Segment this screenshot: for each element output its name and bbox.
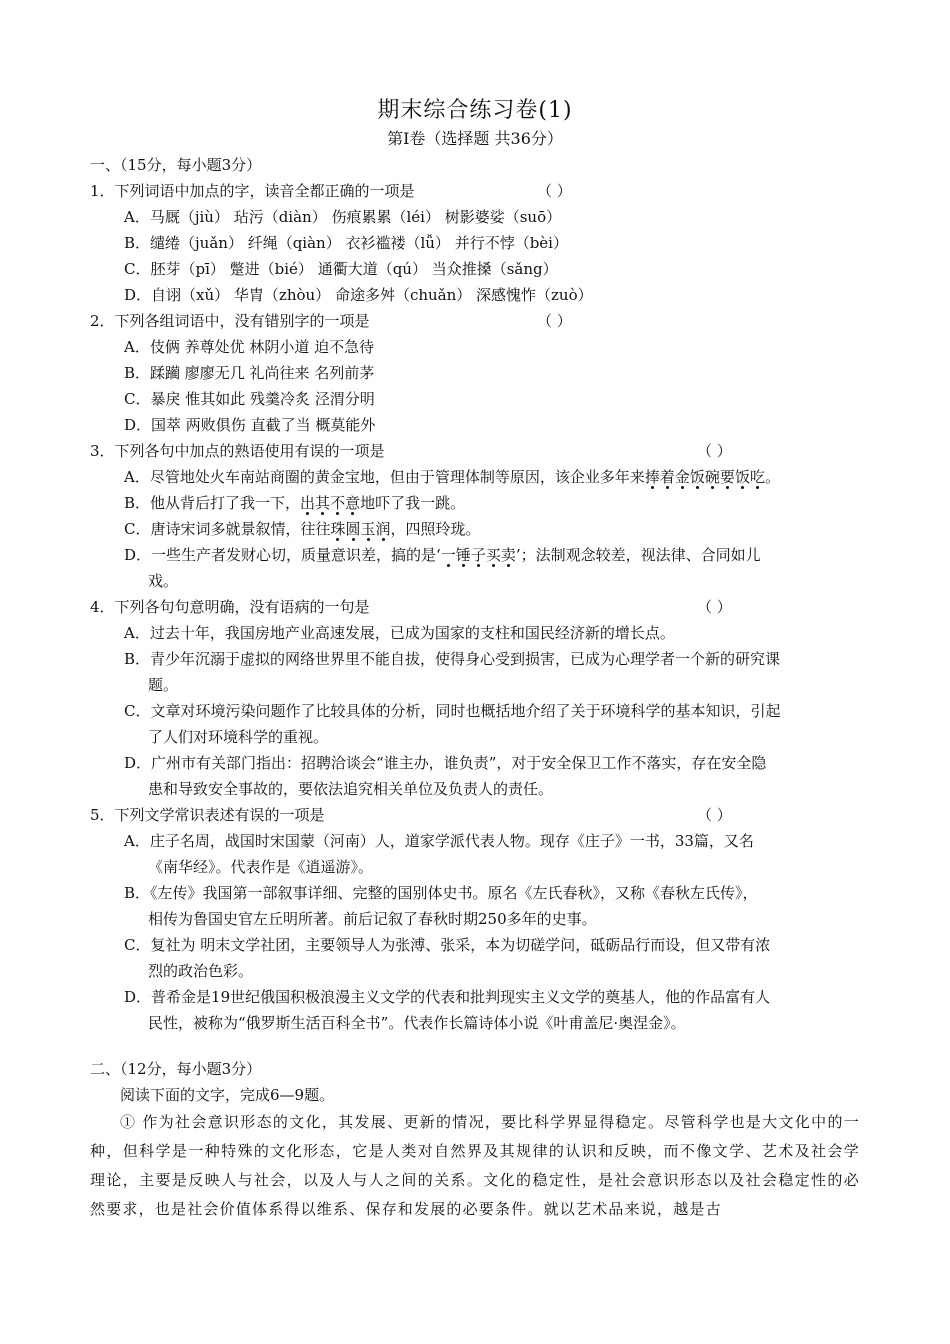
q3-option-d-text: D．一些生产者发财心切，质量意识差，搞的是‘ <box>124 546 441 564</box>
q4-option-d: D．广州市有关部门指出：招聘洽谈会“谁主办，谁负责”，对于安全保卫工作不落实，存在安全隐 <box>124 754 767 772</box>
emphasis-dotted-char: 卖 <box>500 546 516 564</box>
q1-option-a: A．马厩（jiù） 玷污（diàn） 伤痕累累（léi） 树影婆娑（suō） <box>124 208 562 226</box>
emphasis-dotted-char: 珠 <box>330 520 346 538</box>
question-4 <box>90 594 860 620</box>
q3-option-a <box>90 464 860 490</box>
emphasis-dotted-char: 饭 <box>734 468 750 486</box>
q3-option-c-text: C．唐诗宋词多就景叙情，往往 <box>124 520 331 538</box>
answer-paren-4: （ ） <box>697 598 732 616</box>
emphasis-dotted-char: 吃 <box>749 468 765 486</box>
answer-paren-2: （ ） <box>537 312 572 330</box>
q4-option-b: B．青少年沉溺于虚拟的网络世界里不能自拔，使得身心受到损害，已成为心理学者一个新的研究课 <box>124 650 781 668</box>
emphasis-dotted-char: 饭 <box>689 468 705 486</box>
emphasis-dotted-char: 其 <box>315 494 331 512</box>
question-2-stem: 2．下列各组词语中，没有错别字的一项是 <box>90 312 370 330</box>
q5-option-c-continued: 烈的政治色彩。 <box>148 962 254 980</box>
q3-option-b <box>90 490 860 516</box>
q3-option-d <box>90 542 860 568</box>
q3-option-d-continued: 戏。 <box>148 572 179 590</box>
q4-option-d-continued: 患和导致安全事故的，要依法追究相关单位及负责人的责任。 <box>148 780 554 798</box>
emphasis-dotted-char: 要 <box>719 468 735 486</box>
q3-option-c <box>90 516 860 542</box>
emphasis-dotted-char: 金 <box>674 468 690 486</box>
emphasis-dotted-char: 子 <box>470 546 486 564</box>
q3-option-b-end: 地吓了我一跳。 <box>360 494 466 512</box>
q3-option-a-dotted <box>645 468 765 486</box>
q3-option-c-dotted <box>330 520 390 538</box>
q3-option-c-end: ，四照玲珑。 <box>390 520 481 538</box>
q3-option-b-text: B．他从背后打了我一下， <box>124 494 301 512</box>
q4-option-a: A．过去十年，我国房地产业高速发展，已成为国家的支柱和国民经济新的增长点。 <box>124 624 675 642</box>
question-5-stem: 5．下列文学常识表述有误的一项是 <box>90 806 325 824</box>
q2-option-d: D．国萃 两败俱伤 直截了当 概莫能外 <box>124 416 376 434</box>
question-2 <box>90 308 860 334</box>
answer-paren-5: （ ） <box>697 806 732 824</box>
q2-option-b: B．蹂躏 廖廖无几 礼尚往来 名列前茅 <box>124 364 375 382</box>
answer-paren-3: （ ） <box>697 442 732 460</box>
q5-option-d: D．普希金是19世纪俄国积极浪漫主义文学的代表和批判现实主义文学的奠基人，他的作品富有人 <box>124 988 771 1006</box>
q5-option-c: C．复社为 明末文学社团，主要领导人为张溥、张采，本为切磋学问，砥砺品行而设，但又带有浓 <box>124 936 771 954</box>
emphasis-dotted-char: 不 <box>330 494 346 512</box>
emphasis-dotted-char: 出 <box>300 494 316 512</box>
emphasis-dotted-char: 玉 <box>360 520 376 538</box>
q1-option-d: D．自诩（xǔ） 华胄（zhòu） 命途多舛（chuǎn） 深感愧怍（zuò） <box>124 286 593 304</box>
exam-title: 期末综合练习卷(1) <box>377 98 573 123</box>
emphasis-dotted-char: 一 <box>440 546 456 564</box>
q4-option-c-continued: 了人们对环境科学的重视。 <box>148 728 329 746</box>
reading-passage: ① 作为社会意识形态的文化，其发展、更新的情况，要比科学界显得稳定。尽管科学也是大文化中的一种，但科学是一种特殊的文化形态，它是人类对自然界及其规律的认识和反映，而不像文学、艺术及社会学理论，主要是反映人与社会，以及人与人之间的关系。文化的稳定性，是社会意识形态以及社会稳定性的必然要求，也是社会价值体系得以维系、保存和发展的必要条件。就以艺术品来说，越是古 <box>90 1113 860 1218</box>
exam-page <box>90 96 860 1224</box>
q4-option-b-continued: 题。 <box>148 676 179 694</box>
answer-paren-1: （ ） <box>537 182 572 200</box>
emphasis-dotted-char: 意 <box>345 494 361 512</box>
emphasis-dotted-char: 锤 <box>455 546 471 564</box>
exam-subtitle: 第Ⅰ卷（选择题 共36分） <box>387 129 563 148</box>
section1-heading: 一、（15分，每小题3分） <box>90 156 262 174</box>
reading-instruction: 阅读下面的文字，完成6—9题。 <box>120 1086 335 1104</box>
q3-option-a-text: A．尽管地处火车南站商圈的黄金宝地，但由于管理体制等原因，该企业多年来 <box>124 468 645 486</box>
emphasis-dotted-char: 润 <box>375 520 391 538</box>
q5-option-b: B．《左传》我国第一部叙事详细、完整的国别体史书。原名《左氏春秋》，又称《春秋左氏传》， <box>124 884 758 902</box>
question-1-stem: 1．下列词语中加点的字，读音全都正确的一项是 <box>90 182 415 200</box>
q3-option-b-dotted <box>300 494 360 512</box>
emphasis-dotted-char: 碗 <box>704 468 720 486</box>
q5-option-a-continued: 《南华经》。代表作是《逍遥游》。 <box>148 858 374 876</box>
q5-option-d-continued: 民性，被称为“俄罗斯生活百科全书”。代表作长篇诗体小说《叶甫盖尼·奥涅金》。 <box>148 1014 686 1032</box>
q2-option-c: C．暴戾 惟其如此 残羹冷炙 泾渭分明 <box>124 390 375 408</box>
emphasis-dotted-char: 捧 <box>644 468 660 486</box>
question-4-stem: 4．下列各句句意明确，没有语病的一句是 <box>90 598 370 616</box>
q3-option-d-end: ’；法制观念较差，视法律、合同如儿 <box>515 546 761 564</box>
q5-option-b-continued: 相传为鲁国史官左丘明所著。前后记叙了春秋时期250多年的史事。 <box>148 910 597 928</box>
q3-option-d-dotted <box>441 546 516 564</box>
emphasis-dotted-char: 着 <box>659 468 675 486</box>
question-3-stem: 3．下列各句中加点的熟语使用有误的一项是 <box>90 442 385 460</box>
emphasis-dotted-char: 买 <box>485 546 501 564</box>
q1-option-b: B．缱绻（juǎn） 纤绳（qiàn） 衣衫褴褛（lǚ） 并行不悖（bèi） <box>124 234 568 252</box>
question-3 <box>90 438 860 464</box>
emphasis-dotted-char: 圆 <box>345 520 361 538</box>
section-gap <box>90 1036 860 1056</box>
q5-option-a: A．庄子名周，战国时宋国蒙（河南）人，道家学派代表人物。现存《庄子》一书，33篇，又名 <box>124 832 754 850</box>
question-1 <box>90 178 860 204</box>
q3-option-a-end: 。 <box>764 468 780 486</box>
section2-heading: 二、（12分，每小题3分） <box>90 1060 262 1078</box>
q1-option-c: C．胚芽（pī） 蹩进（bié） 通衢大道（qú） 当众推搡（sǎng） <box>124 260 558 278</box>
question-5 <box>90 802 860 828</box>
q4-option-c: C．文章对环境污染问题作了比较具体的分析，同时也概括地介绍了关于环境科学的基本知识，引起 <box>124 702 781 720</box>
q2-option-a: A．伎俩 养尊处优 林阴小道 迫不急待 <box>124 338 375 356</box>
